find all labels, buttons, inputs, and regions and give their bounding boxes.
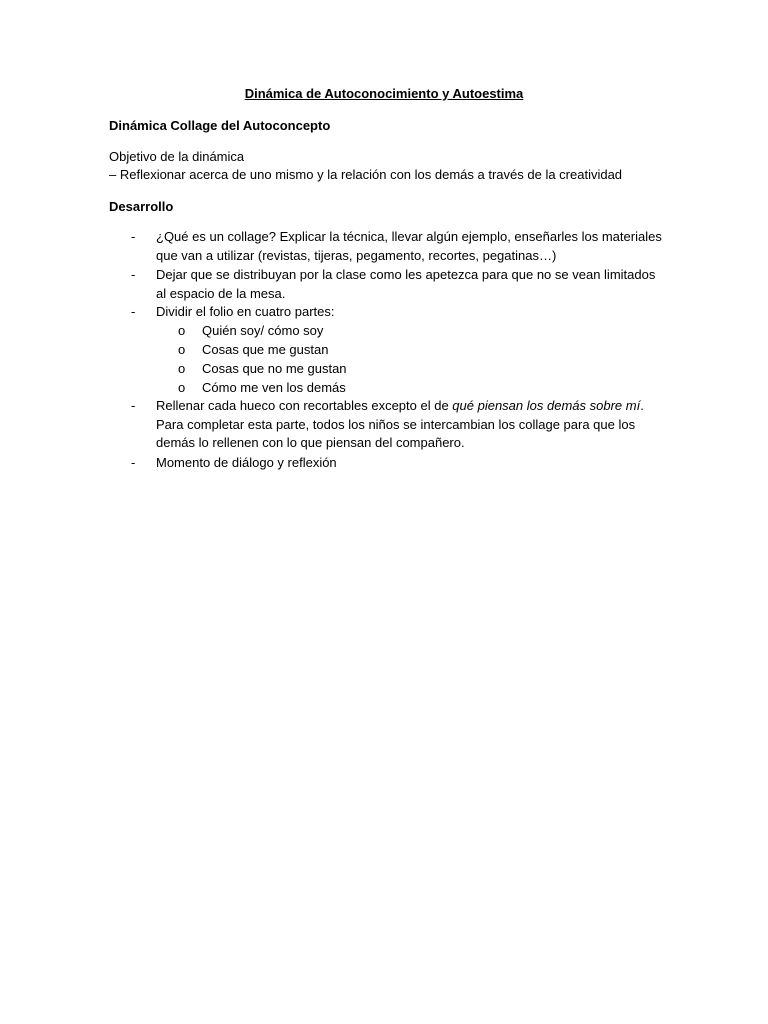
sub-bullet-marker: o xyxy=(178,380,186,395)
list-item-line xyxy=(156,397,666,416)
list-item-line: que van a utilizar (revistas, tijeras, pegamento, recortes, pegatinas…) xyxy=(156,247,557,263)
list-item xyxy=(156,454,666,473)
sub-list-item: Cosas que no me gustan xyxy=(202,361,347,376)
list-item xyxy=(156,228,666,265)
list-item xyxy=(156,303,666,322)
sub-list-item: Quién soy/ cómo soy xyxy=(202,323,324,338)
list-item-line: ¿Qué es un collage? Explicar la técnica, llevar algún ejemplo, enseñarles los materiales xyxy=(156,229,662,244)
list-item-line: Dividir el folio en cuatro partes: xyxy=(156,304,335,319)
italic-phrase: qué piensan los demás sobre mí xyxy=(452,398,641,413)
list-item xyxy=(156,397,666,453)
list-item-text: Rellenar cada hueco con recortables excepto el de xyxy=(156,398,453,413)
development-label: Desarrollo xyxy=(109,199,174,214)
sub-bullet-marker: o xyxy=(178,323,186,338)
list-item xyxy=(156,266,666,303)
document-title: Dinámica de Autoconocimiento y Autoestima xyxy=(244,86,524,101)
sub-list-item: Cosas que me gustan xyxy=(202,342,329,357)
bullet-marker: - xyxy=(131,398,136,413)
list-item-text: . xyxy=(640,398,644,413)
sub-bullet-marker: o xyxy=(178,342,186,357)
bullet-marker: - xyxy=(131,304,136,319)
objective-label: Objetivo de la dinámica xyxy=(109,149,245,164)
list-item-line: Momento de diálogo y reflexión xyxy=(156,455,337,470)
bullet-marker: - xyxy=(131,229,136,244)
list-item-line: Para completar esta parte, todos los niños se intercambian los collage para que los xyxy=(156,416,636,432)
list-item-line: demás lo rellenen con lo que piensan del compañero. xyxy=(156,435,465,450)
section-title: Dinámica Collage del Autoconcepto xyxy=(109,118,331,133)
bullet-marker: - xyxy=(131,455,136,470)
sub-bullet-marker: o xyxy=(178,361,186,376)
objective-text: – Reflexionar acerca de uno mismo y la relación con los demás a través de la creatividad xyxy=(109,167,623,182)
bullet-marker: - xyxy=(131,267,136,282)
list-item-line: al espacio de la mesa. xyxy=(156,285,286,301)
list-item-line: Dejar que se distribuyan por la clase como les apetezca para que no se vean limitados xyxy=(156,267,656,282)
sub-list-item: Cómo me ven los demás xyxy=(202,380,346,395)
